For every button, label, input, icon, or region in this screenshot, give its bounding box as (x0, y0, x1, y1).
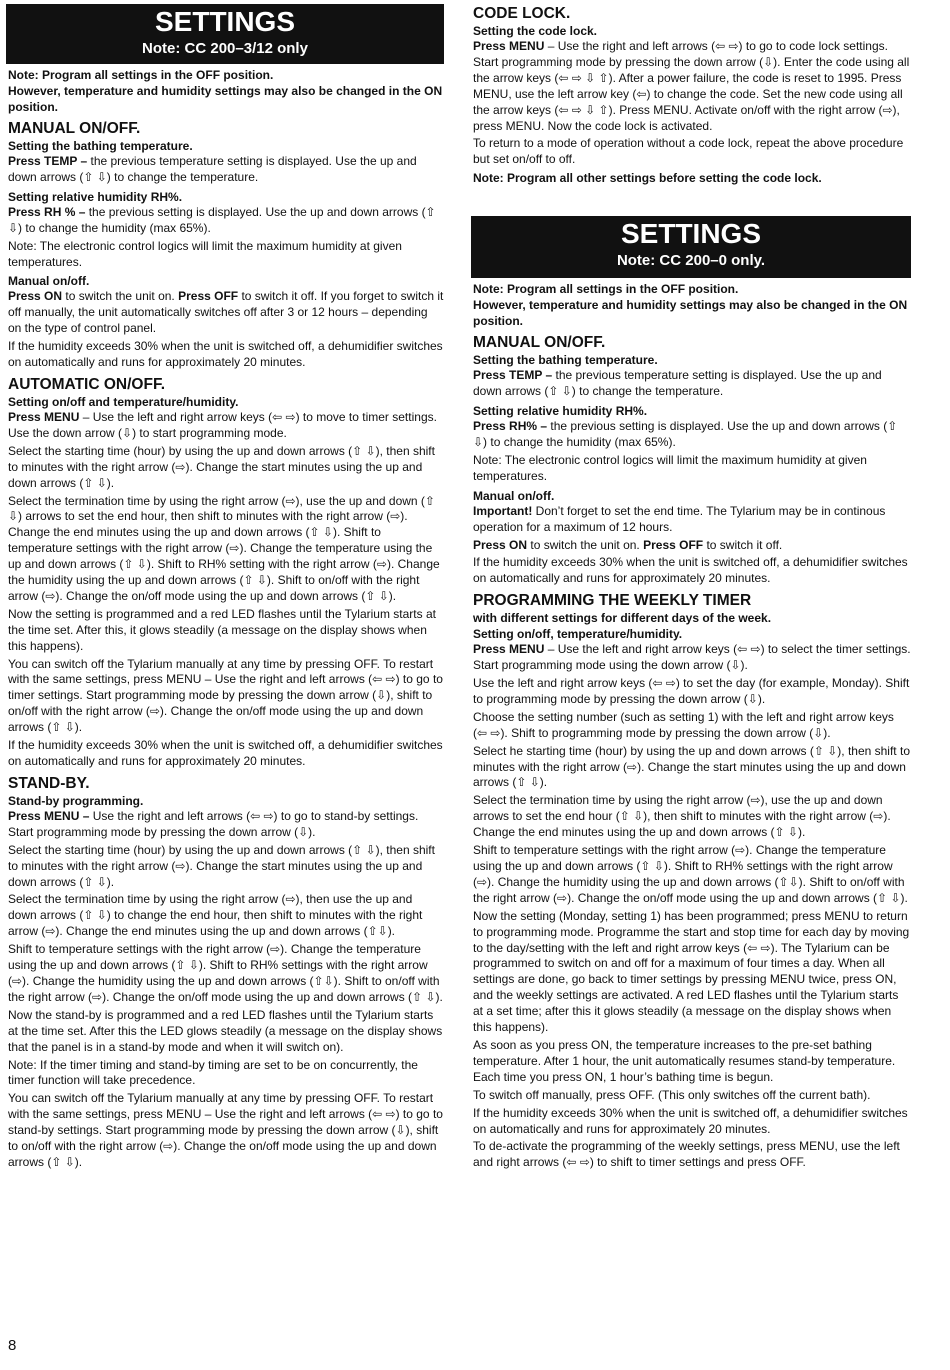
paragraph-automatic-menu: Press MENU – Use the left and right arrow keys (⇦ ⇨) to move to timer settings. Use the down arrow (⇩) to start programming mode. (8, 409, 437, 440)
paragraph-weekly-programmed: Now the setting (Monday, setting 1) has been programmed; press MENU to return to programming mode. Programme the start and stop time for each day by moving to the day/setting with the left and right arrow keys (⇦ ⇨). The Tylarium can be programmed to switch on and off for a maximum of four times a day. When all settings are done, go back to timer settings by pressing MENU twice, press ON, and the weekly settings are activated. A red LED flashes until the Tylarium starts at a set time; after this it glows steadily (a message on the display shows when this happens). (473, 908, 910, 1035)
heading-manual-onoff: MANUAL ON/OFF. (8, 120, 141, 137)
paragraph-standby-programmed: Now the stand-by is programmed and a red LED flashes until the Tylarium starts at the time set. After this the LED glows steadily (a message on the display shows that the panel is in a stand-by mode and when it will switch on). (8, 1007, 443, 1054)
banner-subtitle: Note: CC 200–0 only. (616, 252, 766, 270)
subheading-bathing-temperature: Setting the bathing temperature. (473, 353, 658, 368)
paragraph-humidity-note: Note: The electronic control logics will limit the maximum humidity at given temperatures. (473, 452, 867, 483)
paragraph-automatic-restart: You can switch off the Tylarium manually at any time by pressing OFF. To restart with the same settings, press MENU – Use the right and left arrows (⇦ ⇨) to go to timer settings. Start programming mode by pressing the down arrow (⇩), shift to on/off with the right arrow (⇨). Change the on/off mode using the up and down arrows (⇧ ⇩). (8, 656, 443, 735)
heading-manual-onoff: MANUAL ON/OFF. (473, 334, 606, 352)
subheading-relative-humidity: Setting relative humidity RH%. (473, 404, 648, 419)
note-off-position: Note: Program all settings in the OFF position. (473, 282, 739, 297)
paragraph-standby-termination: Select the termination time by using the right arrow (⇨), then use the up and down arrows (⇧ ⇩) to change the end hour, then shift to minutes with the right arrow (⇨). Change the end minutes using the up and down arrows (⇧⇩). (8, 892, 423, 939)
paragraph-weekly-termination: Select the termination time by using the right arrow (⇨), use the up and down arrows to set the end hour (⇧ ⇩), then shift to minutes with the right arrow (⇨). Change the end minutes using the up and down arrows (⇧ ⇩). (473, 793, 891, 840)
paragraph-weekly-deactivate: To de-activate the programming of the weekly settings, press MENU, use the left and right arrows (⇦ ⇨) to shift to timer settings and press OFF. (473, 1139, 900, 1170)
paragraph-automatic-dehumidifier: If the humidity exceeds 30% when the unit is switched off, a dehumidifier switches on automatically and runs for approximately 20 minutes. (8, 738, 443, 768)
right-column (471, 4, 911, 1173)
note-on-position: However, temperature and humidity settings may also be changed in the ON position. (8, 84, 443, 114)
paragraph-weekly-switch-off: To switch off manually, press OFF. (This only switches off the current bath). (473, 1087, 871, 1102)
paragraph-automatic-start: Select the starting time (hour) by using the up and down arrows (⇧ ⇩), then shift to minutes with the right arrow (⇨). Change the start minutes using the up and down arrows (⇧ ⇩). (8, 443, 435, 490)
subheading-relative-humidity: Setting relative humidity RH%. (8, 189, 183, 204)
settings-banner-cc200-0 (471, 216, 911, 278)
banner-subtitle: Note: CC 200–3/12 only (142, 40, 308, 57)
paragraph-press-on-off: Press ON to switch the unit on. Press OFF to switch it off. If you forget to switch it off manually, the unit automatically switches off after 3 or 12 hours – depending on the type of control panel. (8, 289, 444, 336)
paragraph-press-rh: Press RH % – the previous setting is displayed. Use the up and down arrows (⇧ ⇩) to change the humidity (max 65%). (8, 204, 436, 235)
subheading-standby: Stand-by programming. (8, 793, 144, 808)
subheading-bathing-temperature: Setting the bathing temperature. (8, 139, 193, 153)
subheading-weekly-onoff: Setting on/off, temperature/humidity. (473, 627, 683, 642)
paragraph-standby-start: Select the starting time (hour) by using the up and down arrows (⇧ ⇩), then shift to minutes with the right arrow (⇨). Change the start minutes using the up and down arrows (⇧ ⇩). (8, 842, 435, 889)
banner-title: SETTINGS (620, 218, 761, 250)
subheading-manual-onoff: Manual on/off. (473, 488, 555, 503)
paragraph-press-rh: Press RH% – the previous setting is displayed. Use the up and down arrows (⇧ ⇩) to change the humidity (max 65%). (473, 419, 898, 449)
subheading-automatic: Setting on/off and temperature/humidity. (8, 394, 239, 409)
paragraph-weekly-dehumidifier: If the humidity exceeds 30% when the unit is switched off, a dehumidifier switches on automatically and runs for approximately 20 minutes. (473, 1105, 908, 1136)
subheading-weekly-days: with different settings for different days of the week. (473, 611, 772, 626)
paragraph-code-lock-return: To return to a mode of operation without a code lock, repeat the above procedure but set on/off to off. (473, 136, 904, 167)
paragraph-automatic-termination: Select the termination time by using the right arrow (⇨), use the up and down (⇧ ⇩) arrows to set the end hour, then shift to minutes with the right arrow (⇨). Change the end minutes using the up and down arrows (⇧ ⇩). Shift to temperature settings with the right arrow (⇨). Change the temperature using the up and down arrows (⇧ ⇩). Shift to RH% setting with the right arrow (⇨). Change the humidity using the up and down arrows (⇧ ⇩). Shift to on/off with the right arrow (⇨). Change the on/off mode using the up and down arrows (⇧ ⇩). (8, 493, 440, 603)
heading-code-lock: CODE LOCK. (473, 5, 571, 22)
paragraph-press-temp: Press TEMP – the previous temperature setting is displayed. Use the up and down arrows (⇧ ⇩) to change the temperature. (473, 368, 882, 399)
paragraph-weekly-start: Select he starting time (hour) by using the up and down arrows (⇧ ⇩), then shift to minutes with the right arrow (⇨). Change the start minutes using the up and down arrows (⇧ ⇩). (473, 743, 910, 790)
subheading-code-lock: Setting the code lock. (473, 24, 598, 38)
paragraph-weekly-setting-number: Choose the setting number (such as setting 1) with the left and right arrow keys (⇦ ⇨). Shift to programming mode by pressing the down arrow (⇩). (473, 709, 894, 740)
note-off-position: Note: Program all settings in the OFF position. (8, 68, 274, 82)
paragraph-standby-temperature: Shift to temperature settings with the right arrow (⇨). Change the temperature using the up and down arrows (⇧ ⇩). Shift to RH% settings with the right arrow (⇨). Change the humidity using the up and down arrows (⇧⇩). Shift to on/off with the right arrow (⇨). Change the on/off mode using the up and down arrows (⇧ ⇩). (8, 942, 443, 1004)
paragraph-weekly-press-on: As soon as you press ON, the temperature increases to the pre-set bathing temperature. After 1 hour, the unit automatically resumes stand-by temperature. Each time you press ON, 1 hour’s bathing time is begun. (473, 1037, 896, 1084)
paragraph-dehumidifier: If the humidity exceeds 30% when the unit is switched off, a dehumidifier switches on automatically and runs for approximately 20 minutes. (473, 555, 908, 586)
paragraph-press-on-off: Press ON to switch the unit on. Press OFF to switch it off. (473, 537, 783, 552)
heading-standby: STAND-BY. (8, 774, 90, 792)
subheading-manual-onoff: Manual on/off. (8, 274, 90, 289)
paragraph-standby-menu: Press MENU – Use the right and left arrows (⇦ ⇨) to go to stand-by settings. Start programming mode by pressing the down arrow (⇩). (8, 808, 419, 839)
note-code-lock: Note: Program all other settings before setting the code lock. (473, 171, 822, 186)
banner-title: SETTINGS (154, 6, 295, 37)
paragraph-standby-precedence: Note: If the timer timing and stand-by timing are set to be on concurrently, the timer function will take precedence. (8, 1057, 418, 1088)
paragraph-standby-restart: You can switch off the Tylarium manually at any time by pressing OFF. To restart with the same settings, press MENU – Use the right and left arrows (⇦ ⇨) to go to stand-by settings. Start programming mode by pressing the down arrow (⇩), shift to on/off with the right arrow (⇨). Change the on/off mode using the up and down arrows (⇧ ⇩). (8, 1091, 443, 1169)
settings-banner-cc200-3-12 (6, 4, 444, 64)
paragraph-humidity-note: Note: The electronic control logics will limit the maximum humidity at given temperatures. (8, 238, 402, 269)
heading-weekly-timer: PROGRAMMING THE WEEKLY TIMER (473, 592, 752, 610)
page-number: 8 (8, 1337, 17, 1354)
paragraph-weekly-day: Use the left and right arrow keys (⇦ ⇨) to set the day (for example, Monday). Shift to programming mode by pressing the down arrow (⇩). (473, 676, 910, 706)
paragraph-weekly-menu: Press MENU – Use the left and right arrow keys (⇦ ⇨) to select the timer settings. Start programming mode using the down arrow (⇩). (473, 642, 911, 673)
paragraph-automatic-programmed: Now the setting is programmed and a red LED flashes until the Tylarium starts at the time set. After this, it glows steadily (a message on the display shows when this happens). (8, 606, 436, 653)
paragraph-important: Important! Don’t forget to set the end time. The Tylarium may be in continous operation for a maximum of 12 hours. (473, 503, 886, 534)
left-column (6, 4, 444, 1173)
note-on-position: However, temperature and humidity settings may also be changed in the ON position. (473, 298, 908, 329)
paragraph-weekly-temperature: Shift to temperature settings with the right arrow (⇨). Change the temperature using the up and down arrows (⇧ ⇩). Shift to RH% settings with the right arrow (⇨). Change the humidity using the up and down arrows (⇧⇩). Shift to on/off with the right arrow (⇨). Change the on/off mode using the up and down arrows (⇧ ⇩). (473, 843, 908, 905)
paragraph-press-temp: Press TEMP – the previous temperature setting is displayed. Use the up and down arrows (⇧ ⇩) to change the temperature. (8, 154, 417, 184)
paragraph-code-lock-menu: Press MENU – Use the right and left arrows (⇦ ⇨) to go to code lock settings. Start programming mode by pressing the down arrow (⇩). Enter the code using all the arrow keys (⇦ ⇨ ⇩ ⇧). After a power failure, the code is reset to 1995. Press MENU, use the left arrow key (⇦) to change the code. Set the new code using all the arrow keys (⇦ ⇨ ⇩ ⇧). Press MENU. Activate on/off with the right arrow (⇨), press MENU. Now the code lock is activated. (473, 39, 910, 133)
paragraph-dehumidifier: If the humidity exceeds 30% when the unit is switched off, a dehumidifier switches on automatically and runs for approximately 20 minutes. (8, 339, 443, 370)
heading-automatic-onoff: AUTOMATIC ON/OFF. (8, 375, 165, 393)
